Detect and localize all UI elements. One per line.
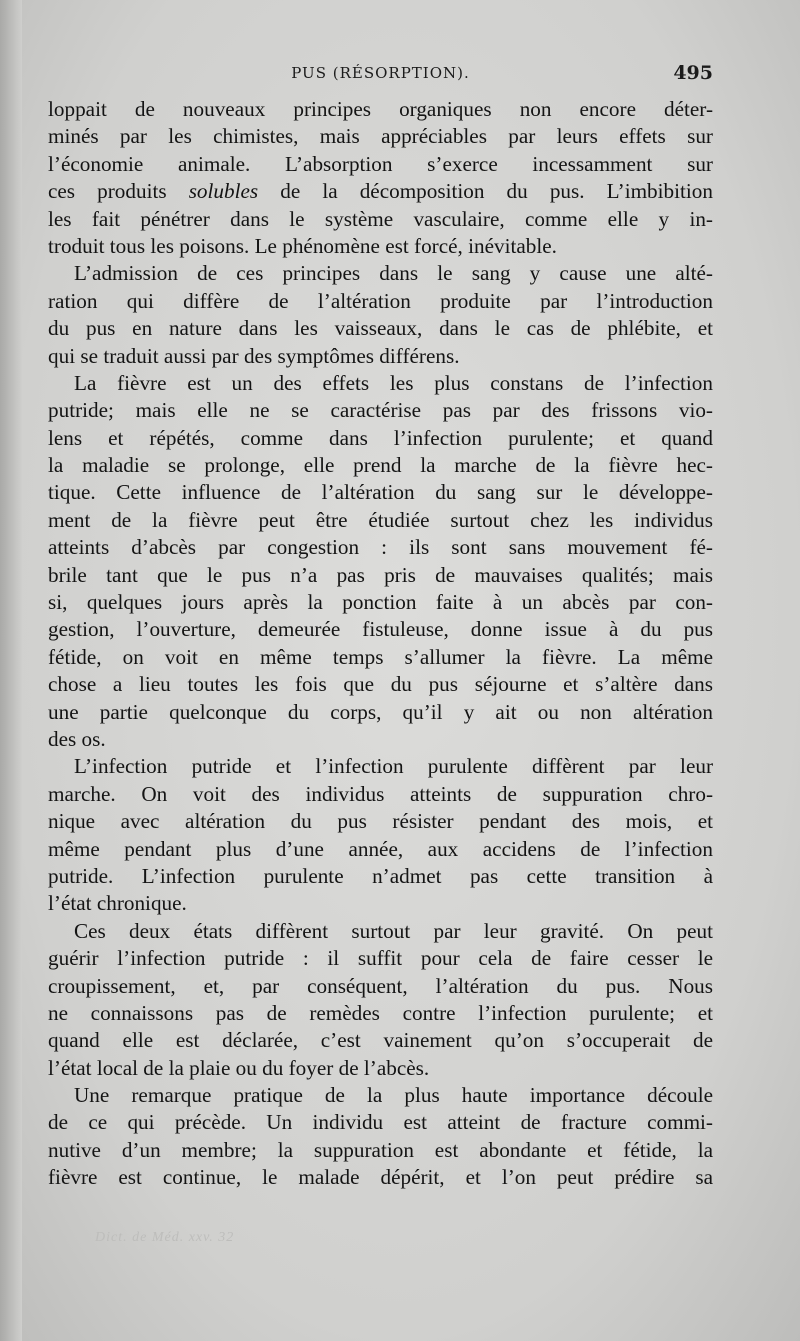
text-line: ces produits solubles de la décomposition du pus. L’imbibition xyxy=(48,179,713,204)
body-text xyxy=(48,96,713,1192)
text-line: Une remarque pratique de la plus haute importance découle xyxy=(74,1083,713,1108)
text-line: putride; mais elle ne se caractérise pas par des frissons vio- xyxy=(48,398,713,423)
text-line: L’admission de ces principes dans le sang y cause une alté- xyxy=(74,261,713,286)
text-line: brile tant que le pus n’a pas pris de mauvaises qualités; mais xyxy=(48,562,713,587)
text-line: de ce qui précède. Un individu est atteint de fracture commi- xyxy=(48,1110,713,1135)
text-line: loppait de nouveaux principes organiques non encore déter- xyxy=(48,97,713,121)
text-line: fièvre est continue, le malade dépérit, et l’on peut prédire sa xyxy=(48,1165,713,1190)
bleed-through-text: Dict. de Méd. xxv. 32 xyxy=(95,1230,235,1245)
text-line: quand elle est déclarée, c’est vainement qu’on s’occuperait de xyxy=(48,1028,713,1053)
text-line: une partie quelconque du corps, qu’il y ait ou non altération xyxy=(48,699,713,724)
text-line: qui se traduit aussi par des symptômes différens. xyxy=(48,343,460,368)
page-number: 495 xyxy=(673,62,713,84)
text-line: nique avec altération du pus résister pendant des mois, et xyxy=(48,809,713,834)
text-line: même pendant plus d’une année, aux accidens de l’infection xyxy=(48,836,713,861)
text-line: les fait pénétrer dans le système vasculaire, comme elle y in- xyxy=(48,206,713,231)
text-line: putride. L’infection purulente n’admet pas cette transition à xyxy=(48,863,713,888)
text-line: guérir l’infection putride : il suffit pour cela de faire cesser le xyxy=(48,946,713,971)
text-line: l’état local de la plaie ou du foyer de l’abcès. xyxy=(48,1055,430,1080)
text-line: L’infection putride et l’infection purulente diffèrent par leur xyxy=(74,754,713,779)
page-header xyxy=(48,62,713,88)
text-line: ration qui diffère de l’altération produite par l’introduction xyxy=(48,288,713,313)
text-line: lens et répétés, comme dans l’infection purulente; et quand xyxy=(48,425,713,450)
text-line: nutive d’un membre; la suppuration est abondante et fétide, la xyxy=(48,1137,713,1162)
text-line: minés par les chimistes, mais appréciables par leurs effets sur xyxy=(48,124,713,149)
text-line: La fièvre est un des effets les plus constans de l’infection xyxy=(74,370,713,395)
text-line: la maladie se prolonge, elle prend la marche de la fièvre hec- xyxy=(48,453,713,478)
text-line: ne connaissons pas de remèdes contre l’infection purulente; et xyxy=(48,1000,713,1025)
text-line: tique. Cette influence de l’altération du sang sur le développe- xyxy=(48,480,713,505)
text-line: des os. xyxy=(48,726,106,751)
text-line: si, quelques jours après la ponction faite à un abcès par con- xyxy=(48,590,713,615)
text-line: atteints d’abcès par congestion : ils sont sans mouvement fé- xyxy=(48,535,713,560)
text-line: du pus en nature dans les vaisseaux, dans le cas de phlébite, et xyxy=(48,316,713,341)
text-line: fétide, on voit en même temps s’allumer la fièvre. La même xyxy=(48,644,713,669)
page-gutter-shadow xyxy=(0,0,22,1341)
text-line: croupissement, et, par conséquent, l’altération du pus. Nous xyxy=(48,973,713,998)
text-line: chose a lieu toutes les fois que du pus séjourne et s’altère dans xyxy=(48,672,713,697)
text-line: l’économie animale. L’absorption s’exerce incessamment sur xyxy=(48,151,713,176)
text-line: Ces deux états diffèrent surtout par leur gravité. On peut xyxy=(74,918,713,943)
running-title: PUS (RÉSORPTION). xyxy=(291,64,470,82)
text-line: ment de la fièvre peut être étudiée surtout chez les individus xyxy=(48,507,713,532)
text-line: troduit tous les poisons. Le phénomène est forcé, inévitable. xyxy=(48,233,557,258)
text-line: marche. On voit des individus atteints de suppuration chro- xyxy=(48,781,713,806)
text-line: l’état chronique. xyxy=(48,891,187,916)
text-line: gestion, l’ouverture, demeurée fistuleuse, donne issue à du pus xyxy=(48,617,713,642)
